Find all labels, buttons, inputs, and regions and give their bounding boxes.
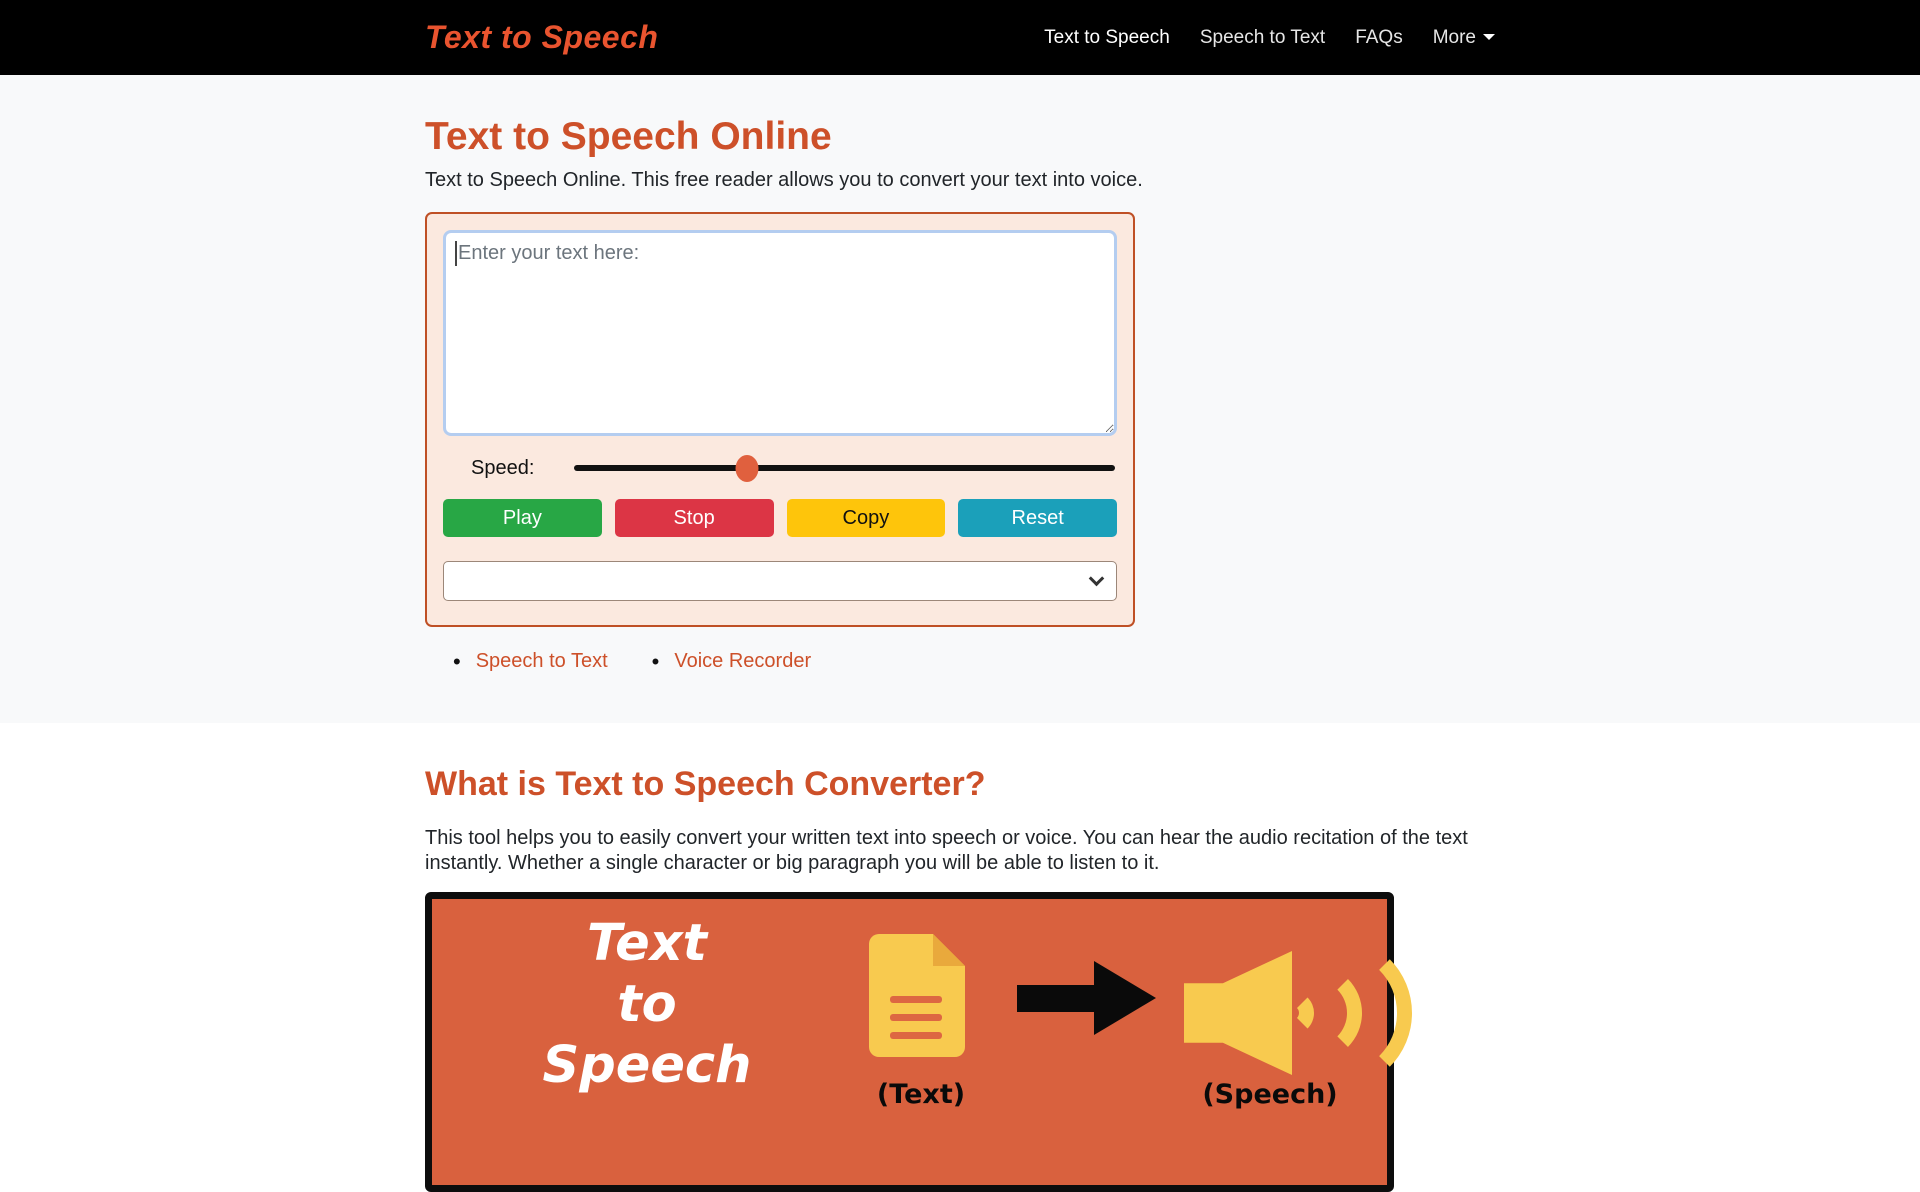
play-button[interactable]: Play [443, 499, 602, 537]
copy-button[interactable]: Copy [787, 499, 946, 537]
quick-links [425, 650, 1495, 673]
banner-caption: Text to Speech [542, 914, 752, 1095]
about-section [0, 723, 1920, 1192]
nav-menu [1014, 27, 1495, 49]
chevron-down-icon [1483, 34, 1495, 40]
about-title: What is Text to Speech Converter? [425, 765, 986, 803]
nav-item-text-to-speech [1044, 27, 1170, 49]
tts-tool-panel [425, 212, 1135, 627]
text-input[interactable] [443, 230, 1117, 436]
hero-section [0, 75, 1920, 723]
about-paragraph: This tool helps you to easily convert your written text into speech or voice. You can hear the audio recitation of the text instantly. Whether a single character or big paragraph you will be able to listen to it. [425, 827, 1468, 874]
banner-speech-label: (Speech) [1202, 1079, 1338, 1110]
brand-logo[interactable]: Text to Speech [425, 19, 659, 55]
voice-select-wrap [443, 561, 1117, 601]
list-item [453, 650, 608, 673]
action-buttons-row [443, 499, 1117, 537]
voice-select[interactable] [443, 561, 1117, 601]
speed-slider-thumb[interactable] [736, 455, 759, 482]
nav-dropdown-more[interactable]: More [1433, 27, 1495, 48]
text-to-speech-illustration [425, 892, 1394, 1192]
bullet-icon: • [453, 648, 461, 674]
speech-to-text-link[interactable]: Speech to Text [475, 650, 608, 672]
bullet-icon: • [651, 648, 660, 674]
voice-recorder-link[interactable]: Voice Recorder [674, 650, 812, 672]
speed-control-row [443, 454, 1117, 482]
nav-item-faqs [1355, 27, 1403, 49]
arrow-right-icon [1017, 985, 1097, 1012]
document-icon [869, 934, 965, 1057]
reset-button[interactable]: Reset [958, 499, 1117, 537]
list-item [652, 650, 811, 673]
page-title: Text to Speech Online [425, 115, 832, 158]
page-subtitle: Text to Speech Online. This free reader allows you to convert your text into voice. [425, 169, 1143, 191]
banner-text-label: (Text) [876, 1079, 966, 1110]
sound-wave-icon [1260, 937, 1412, 1089]
nav-item-speech-to-text [1200, 27, 1325, 49]
navbar [0, 0, 1920, 75]
nav-link-faqs[interactable]: FAQs [1355, 26, 1403, 48]
text-cursor [455, 241, 457, 266]
nav-link-text-to-speech[interactable]: Text to Speech [1044, 26, 1170, 48]
stop-button[interactable]: Stop [615, 499, 774, 537]
speed-slider[interactable] [574, 454, 1115, 482]
speed-label: Speed: [471, 456, 535, 479]
nav-link-speech-to-text[interactable]: Speech to Text [1199, 26, 1326, 48]
nav-item-more [1433, 27, 1495, 49]
speed-slider-track[interactable] [574, 465, 1115, 471]
